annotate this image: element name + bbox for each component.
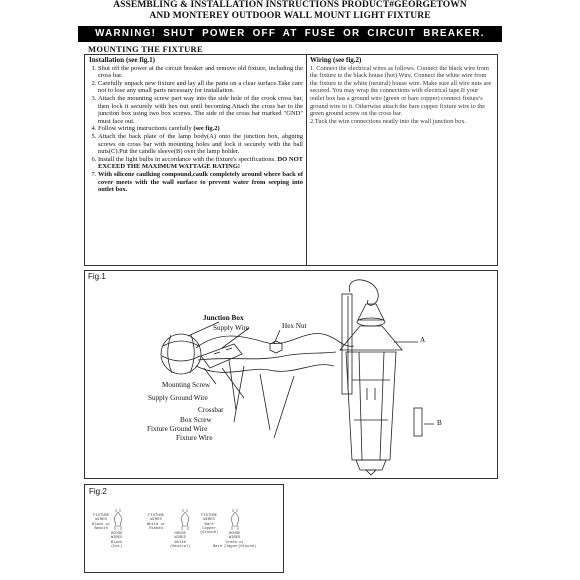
- wiring-step-2: 2.Tuck the wire connections neatly into the wall junction box.: [310, 117, 466, 125]
- lantern-drawing: [340, 280, 422, 475]
- document-title-line-2: AND MONTEREY OUTDOOR WALL MOUNT LIGHT FIXTURE: [149, 11, 431, 21]
- installation-step-3: 3. Attach the mounting screw part way into the side hole of the crook cross bar, then lock it securely with hex nut until becoming.Attach the cross bar to the junction box using two box screws. The side of the cross bar marked "GND" must face out.: [98, 95, 303, 125]
- document-title-line-1: ASSEMBLING & INSTALLATION INSTRUCTIONS PRODUCT#GEORGETOWN: [113, 0, 467, 10]
- section-title: MOUNTING THE FIXTURE: [88, 44, 203, 54]
- instructions-divider: [306, 54, 307, 265]
- installation-column: [89, 57, 303, 194]
- installation-step-6-warning: DO NOT EXCEED THE MAXIMUM WATTAGE RATING!: [98, 155, 303, 171]
- installation-step-6-text: Install the light bulbs in accordance with the fixture's specifications.: [98, 155, 278, 163]
- wire-nut-black-drawing: [114, 509, 122, 530]
- callout-supply-ground-wire: Supply Ground Wire: [148, 394, 208, 402]
- warning-banner: WARNING! SHUT POWER OFF AT FUSE OR CIRCUIT BREAKER.: [78, 26, 502, 42]
- installation-step-7: [98, 171, 303, 194]
- wire-nut-ground-drawing: [231, 509, 239, 530]
- fig2-connector-2-bottom: HOUSE WIRES White (Neutral): [170, 532, 191, 549]
- callout-box-screw: Box Screw: [180, 416, 212, 424]
- callout-fixture-ground-wire: Fixture Ground Wire: [147, 425, 208, 433]
- installation-step-2: 2. Carefully unpack new fixture and lay all the parts on a clear surface.Take care not to lose any small parts necessary for installation.: [98, 80, 303, 95]
- fig2-connector-3-bottom: HOUSE WIRES Green or Bare Copper(Ground): [213, 532, 257, 549]
- fixture-wire-drawing: [196, 365, 334, 373]
- wiring-column: [310, 57, 494, 125]
- installation-step-4-ref: (see fig.2): [193, 125, 220, 133]
- fig2-connector-2-top: FIXTURE WIRES White or Ribbed: [147, 514, 166, 531]
- wiring-step-1: 1. Connect the electrical wires as follows. Connect the black wire from the fixture to the black house (hot) Wire. Connect the white wire from the fixture to the white (neutral) house wire. Make sure all wire nuts are secured. You may wrap the connections with electrical tape.If your outlet box has a ground wire (green or bare copper) connect fixture's ground wire to it. Otherwise attach the bare copper fixture wire to the green ground screw on the cross bar.: [310, 64, 492, 118]
- figure-1-diagram: [84, 270, 496, 477]
- installation-step-1: 1. Shut off the power at the circuit breaker and remove old fixture, including the cross bar.: [98, 65, 303, 80]
- installation-heading: Installation (see fig.1): [89, 56, 156, 64]
- wiring-steps: [310, 65, 494, 126]
- installation-step-4: [98, 125, 303, 133]
- callout-hex-nut: Hex Nut: [282, 322, 307, 330]
- wiring-heading: Wiring (see fig.2): [310, 56, 362, 64]
- callout-crossbar: Crossbar: [198, 406, 224, 414]
- installation-step-4-text: Follow wiring instructions carefully: [98, 125, 194, 133]
- hex-nut-drawing: [270, 341, 282, 353]
- callout-fixture-wire: Fixture Wire: [176, 434, 213, 442]
- figure-2-label: Fig.2: [89, 487, 107, 496]
- installation-step-7-text: With silicone caulking compound,caulk completely around where back of cover meets with the wall surface to prevent water from seeping into outlet box.: [98, 170, 303, 194]
- callout-supply-wire: Supply Wire: [213, 324, 250, 332]
- installation-step-6: [98, 156, 303, 171]
- figure-2-diagram: [84, 484, 282, 571]
- callout-mounting-screw: Mounting Screw: [162, 381, 211, 389]
- crossbar-drawing: [201, 344, 242, 368]
- callout-a: A: [420, 336, 426, 344]
- installation-step-5: 5. Attach the back plate of the lamp body(A) onto the junction box, abgning screws on cross bar with mounting holes and lock it securely with the ball nuts(C).Put the candle sleeve(B) over the lamp holder.: [98, 133, 303, 156]
- fig2-connector-1-top: FIXTURE WIRES Black or Smooth: [92, 514, 111, 531]
- junction-box-drawing: [161, 334, 201, 374]
- installation-steps: [89, 65, 303, 194]
- callout-junction-box: Junction Box: [203, 314, 244, 322]
- callout-b: B: [437, 419, 442, 427]
- fig2-connector-1-bottom: HOUSE WIRES Black (Hot): [111, 532, 123, 549]
- figure-1-label: Fig.1: [88, 272, 106, 281]
- wire-nut-white-drawing: [181, 509, 189, 530]
- fig2-connector-3-top: FIXTURE WIRES Bare Copper (Ground): [200, 514, 219, 536]
